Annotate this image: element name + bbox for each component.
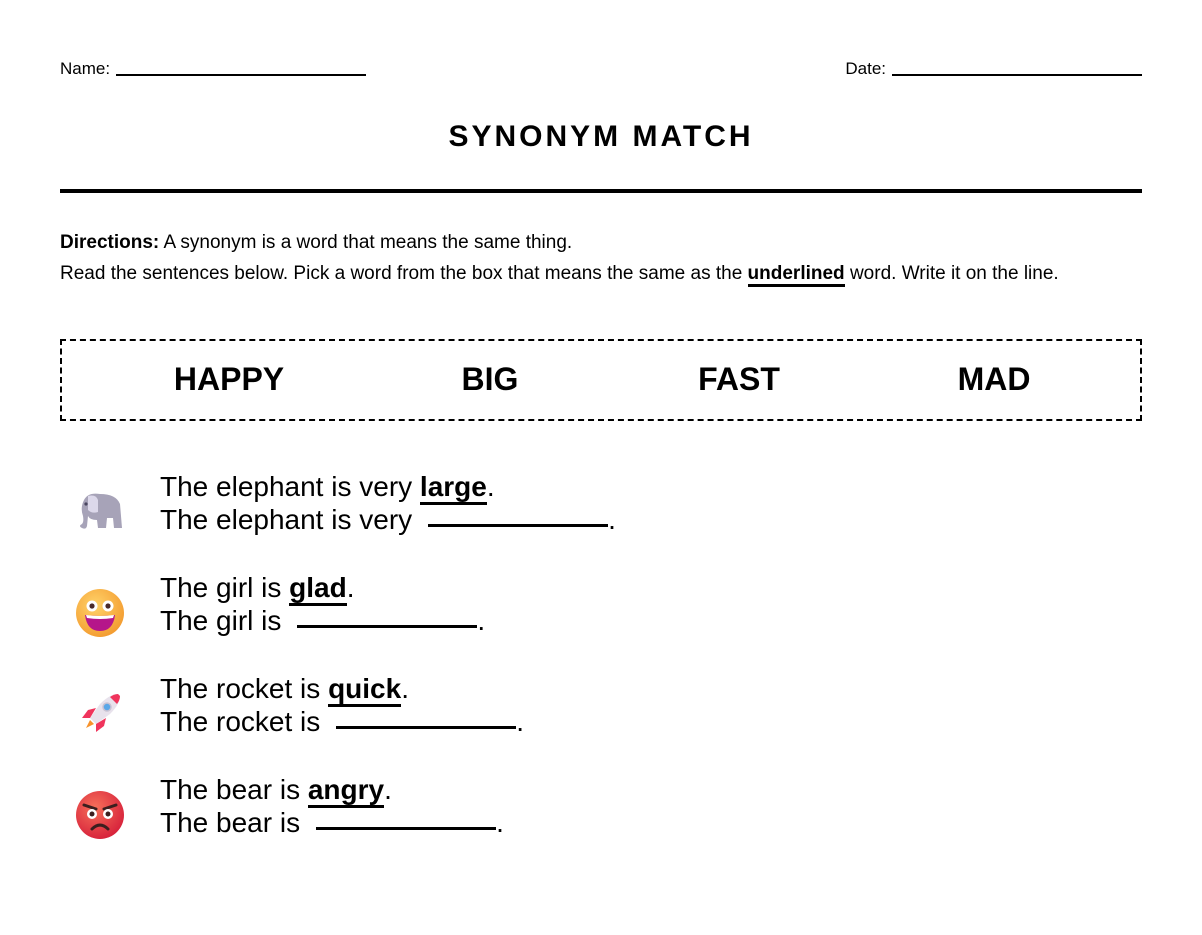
prompt-sentence [160, 672, 524, 705]
answer-prefix: The elephant is very [160, 504, 413, 535]
underlined-word: glad [289, 572, 347, 606]
directions-text-2b: word. Write it on the line. [849, 263, 1059, 284]
period: . [496, 807, 504, 838]
word-bank-item: HAPPY [173, 361, 285, 397]
answer-sentence [160, 503, 616, 536]
directions-line-1 [60, 227, 1142, 258]
date-label: Date: [845, 59, 886, 78]
sentence-prefix: The girl is [160, 572, 282, 603]
directions-text-2a: Read the sentences below. Pick a word from the box that means the same as the [60, 263, 743, 284]
word-bank-box [60, 339, 1142, 421]
sentence-pair [160, 773, 504, 839]
sentence-pair [160, 571, 485, 637]
underlined-word: large [420, 471, 487, 505]
sentence-pair [160, 672, 524, 738]
elephant-icon [74, 486, 126, 538]
prompt-sentence [160, 571, 485, 604]
sentence-prefix: The rocket is [160, 673, 321, 704]
period: . [477, 605, 486, 636]
period: . [401, 673, 409, 704]
period: . [384, 774, 392, 805]
exercise-item [60, 672, 760, 752]
answer-prefix: The rocket is [160, 706, 321, 737]
word-bank-item: MAD [957, 361, 1031, 397]
period: . [486, 471, 495, 502]
header-row [60, 58, 1142, 82]
sentence-prefix: The bear is [160, 774, 301, 805]
answer-prefix: The girl is [160, 605, 282, 636]
date-input-line[interactable] [892, 74, 1142, 76]
name-input-line[interactable] [116, 74, 366, 76]
word-bank-item: FAST [698, 361, 780, 397]
directions-emphasis: underlined [748, 263, 845, 287]
directions-label: Directions: [60, 232, 160, 253]
angry-face-icon [74, 789, 126, 841]
sentence-pair [160, 470, 616, 536]
grinning-face-icon [74, 587, 126, 639]
answer-blank[interactable] [297, 625, 477, 628]
rocket-icon [74, 688, 126, 740]
page-title: SYNONYM MATCH [448, 120, 754, 153]
answer-prefix: The bear is [160, 807, 301, 838]
period: . [608, 504, 616, 535]
answer-blank[interactable] [428, 524, 608, 527]
directions-text-1: A synonym is a word that means the same thing. [163, 232, 573, 253]
exercise-item [60, 470, 760, 550]
name-label: Name: [60, 59, 111, 78]
answer-sentence [160, 806, 504, 839]
title-divider [60, 189, 1142, 193]
answer-sentence [160, 604, 485, 637]
directions-line-2 [60, 258, 1142, 289]
prompt-sentence [160, 470, 616, 503]
period: . [346, 572, 355, 603]
answer-sentence [160, 705, 524, 738]
underlined-word: quick [328, 673, 401, 707]
exercise-item [60, 773, 760, 853]
prompt-sentence [160, 773, 504, 806]
period: . [516, 706, 525, 737]
name-field [60, 58, 366, 80]
answer-blank[interactable] [336, 726, 516, 729]
sentence-prefix: The elephant is very [160, 471, 413, 502]
exercise-item [60, 571, 760, 651]
directions [60, 227, 1142, 289]
date-field [845, 58, 1142, 80]
underlined-word: angry [308, 774, 384, 808]
answer-blank[interactable] [316, 827, 496, 830]
word-bank-item: BIG [461, 361, 519, 397]
